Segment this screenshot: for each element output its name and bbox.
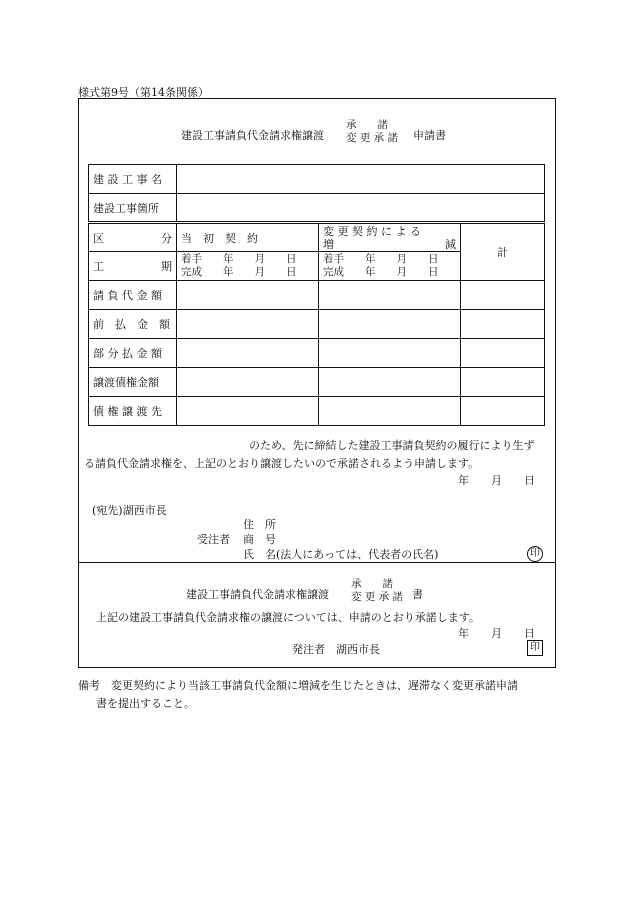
table-cell[interactable]	[177, 368, 319, 397]
table-row	[89, 368, 545, 397]
contract-table	[88, 164, 545, 426]
table-cell[interactable]	[177, 339, 319, 368]
table-row	[89, 165, 545, 194]
approval-option-group	[346, 119, 398, 145]
contract-amount-label: 請 負 代 金 額	[89, 281, 177, 310]
form-number: 様式第9号（第14条関係）	[78, 86, 209, 99]
application-text-line2: る請負代金請求権を、上記のとおり譲渡したいので承諾されるよう申請します。	[84, 457, 480, 470]
table-row	[89, 223, 545, 252]
table-cell[interactable]	[461, 339, 545, 368]
approval-text: 上記の建設工事請負代金請求権の譲渡については、申請のとおり承諾します。	[96, 611, 480, 624]
table-row	[89, 281, 545, 310]
table-row	[89, 310, 545, 339]
applicant-seal: 印	[527, 546, 543, 562]
table-cell[interactable]	[319, 281, 461, 310]
application-title-suffix: 申請書	[413, 129, 446, 142]
option-approval-2: 承 諾	[351, 578, 393, 590]
table-cell[interactable]	[319, 310, 461, 339]
table-cell[interactable]	[319, 339, 461, 368]
table-row	[89, 397, 545, 426]
section-divider	[78, 562, 556, 563]
table-cell[interactable]	[461, 368, 545, 397]
orderer: 発注者 湖西市長	[292, 643, 380, 656]
table-cell[interactable]	[319, 368, 461, 397]
table-cell[interactable]	[319, 397, 461, 426]
approval-option-group-2	[351, 578, 403, 604]
applicant-role-label: 受注者	[197, 533, 230, 546]
application-text-line1: のため、先に締結した建設工事請負契約の履行により生ず	[249, 439, 535, 452]
applicant-address-label: 住 所	[243, 518, 276, 531]
table-cell[interactable]	[177, 281, 319, 310]
applicant-company-label: 商 号	[243, 533, 276, 546]
initial-contract-header: 当 初 契 約	[177, 223, 319, 252]
table-cell[interactable]	[177, 397, 319, 426]
option-change-approval: 変 更 承 諾	[346, 132, 399, 144]
application-title-prefix: 建設工事請負代金請求権譲渡	[181, 129, 324, 142]
application-date: 年 月 日	[458, 474, 535, 487]
option-change-approval-2: 変 更 承 諾	[351, 591, 404, 603]
transfer-amount-label: 譲渡債権金額	[89, 368, 177, 397]
project-site-value[interactable]	[177, 194, 545, 223]
period-label: 工 期	[89, 252, 177, 281]
project-site-label: 建設工事箇所	[89, 194, 177, 223]
table-cell[interactable]	[461, 310, 545, 339]
addressee: (宛先)湖西市長	[92, 504, 167, 517]
table-cell[interactable]	[177, 310, 319, 339]
project-name-value[interactable]	[177, 165, 545, 194]
applicant-name-label: 氏 名(法人にあっては、代表者の氏名)	[243, 548, 439, 561]
table-cell[interactable]	[461, 397, 545, 426]
change-contract-header: 変 更 契 約 に よ る 増 減	[319, 223, 461, 252]
category-label: 区 分	[89, 223, 177, 252]
project-name-label: 建 設 工 事 名	[89, 165, 177, 194]
remarks-line2: 書を提出すること。	[96, 697, 195, 710]
initial-period-cell[interactable]: 着手 年 月 日 完成 年 月 日	[177, 252, 319, 281]
approval-date: 年 月 日	[458, 627, 535, 640]
approval-title-prefix: 建設工事請負代金請求権譲渡	[186, 588, 329, 601]
table-cell[interactable]	[461, 281, 545, 310]
change-period-cell[interactable]: 着手 年 月 日 完成 年 月 日	[319, 252, 461, 281]
total-header: 計	[461, 223, 545, 281]
partial-payment-label: 部 分 払 金 額	[89, 339, 177, 368]
approval-title-suffix: 書	[412, 588, 423, 601]
orderer-seal: 印	[527, 640, 543, 656]
option-approval: 承 諾	[346, 119, 388, 131]
table-row	[89, 194, 545, 223]
table-row	[89, 339, 545, 368]
transferee-label: 債 権 譲 渡 先	[89, 397, 177, 426]
advance-payment-label: 前 払 金 額	[89, 310, 177, 339]
remarks-line1: 備考 変更契約により当該工事請負代金額に増減を生じたときは、遅滞なく変更承諾申請	[78, 679, 518, 692]
